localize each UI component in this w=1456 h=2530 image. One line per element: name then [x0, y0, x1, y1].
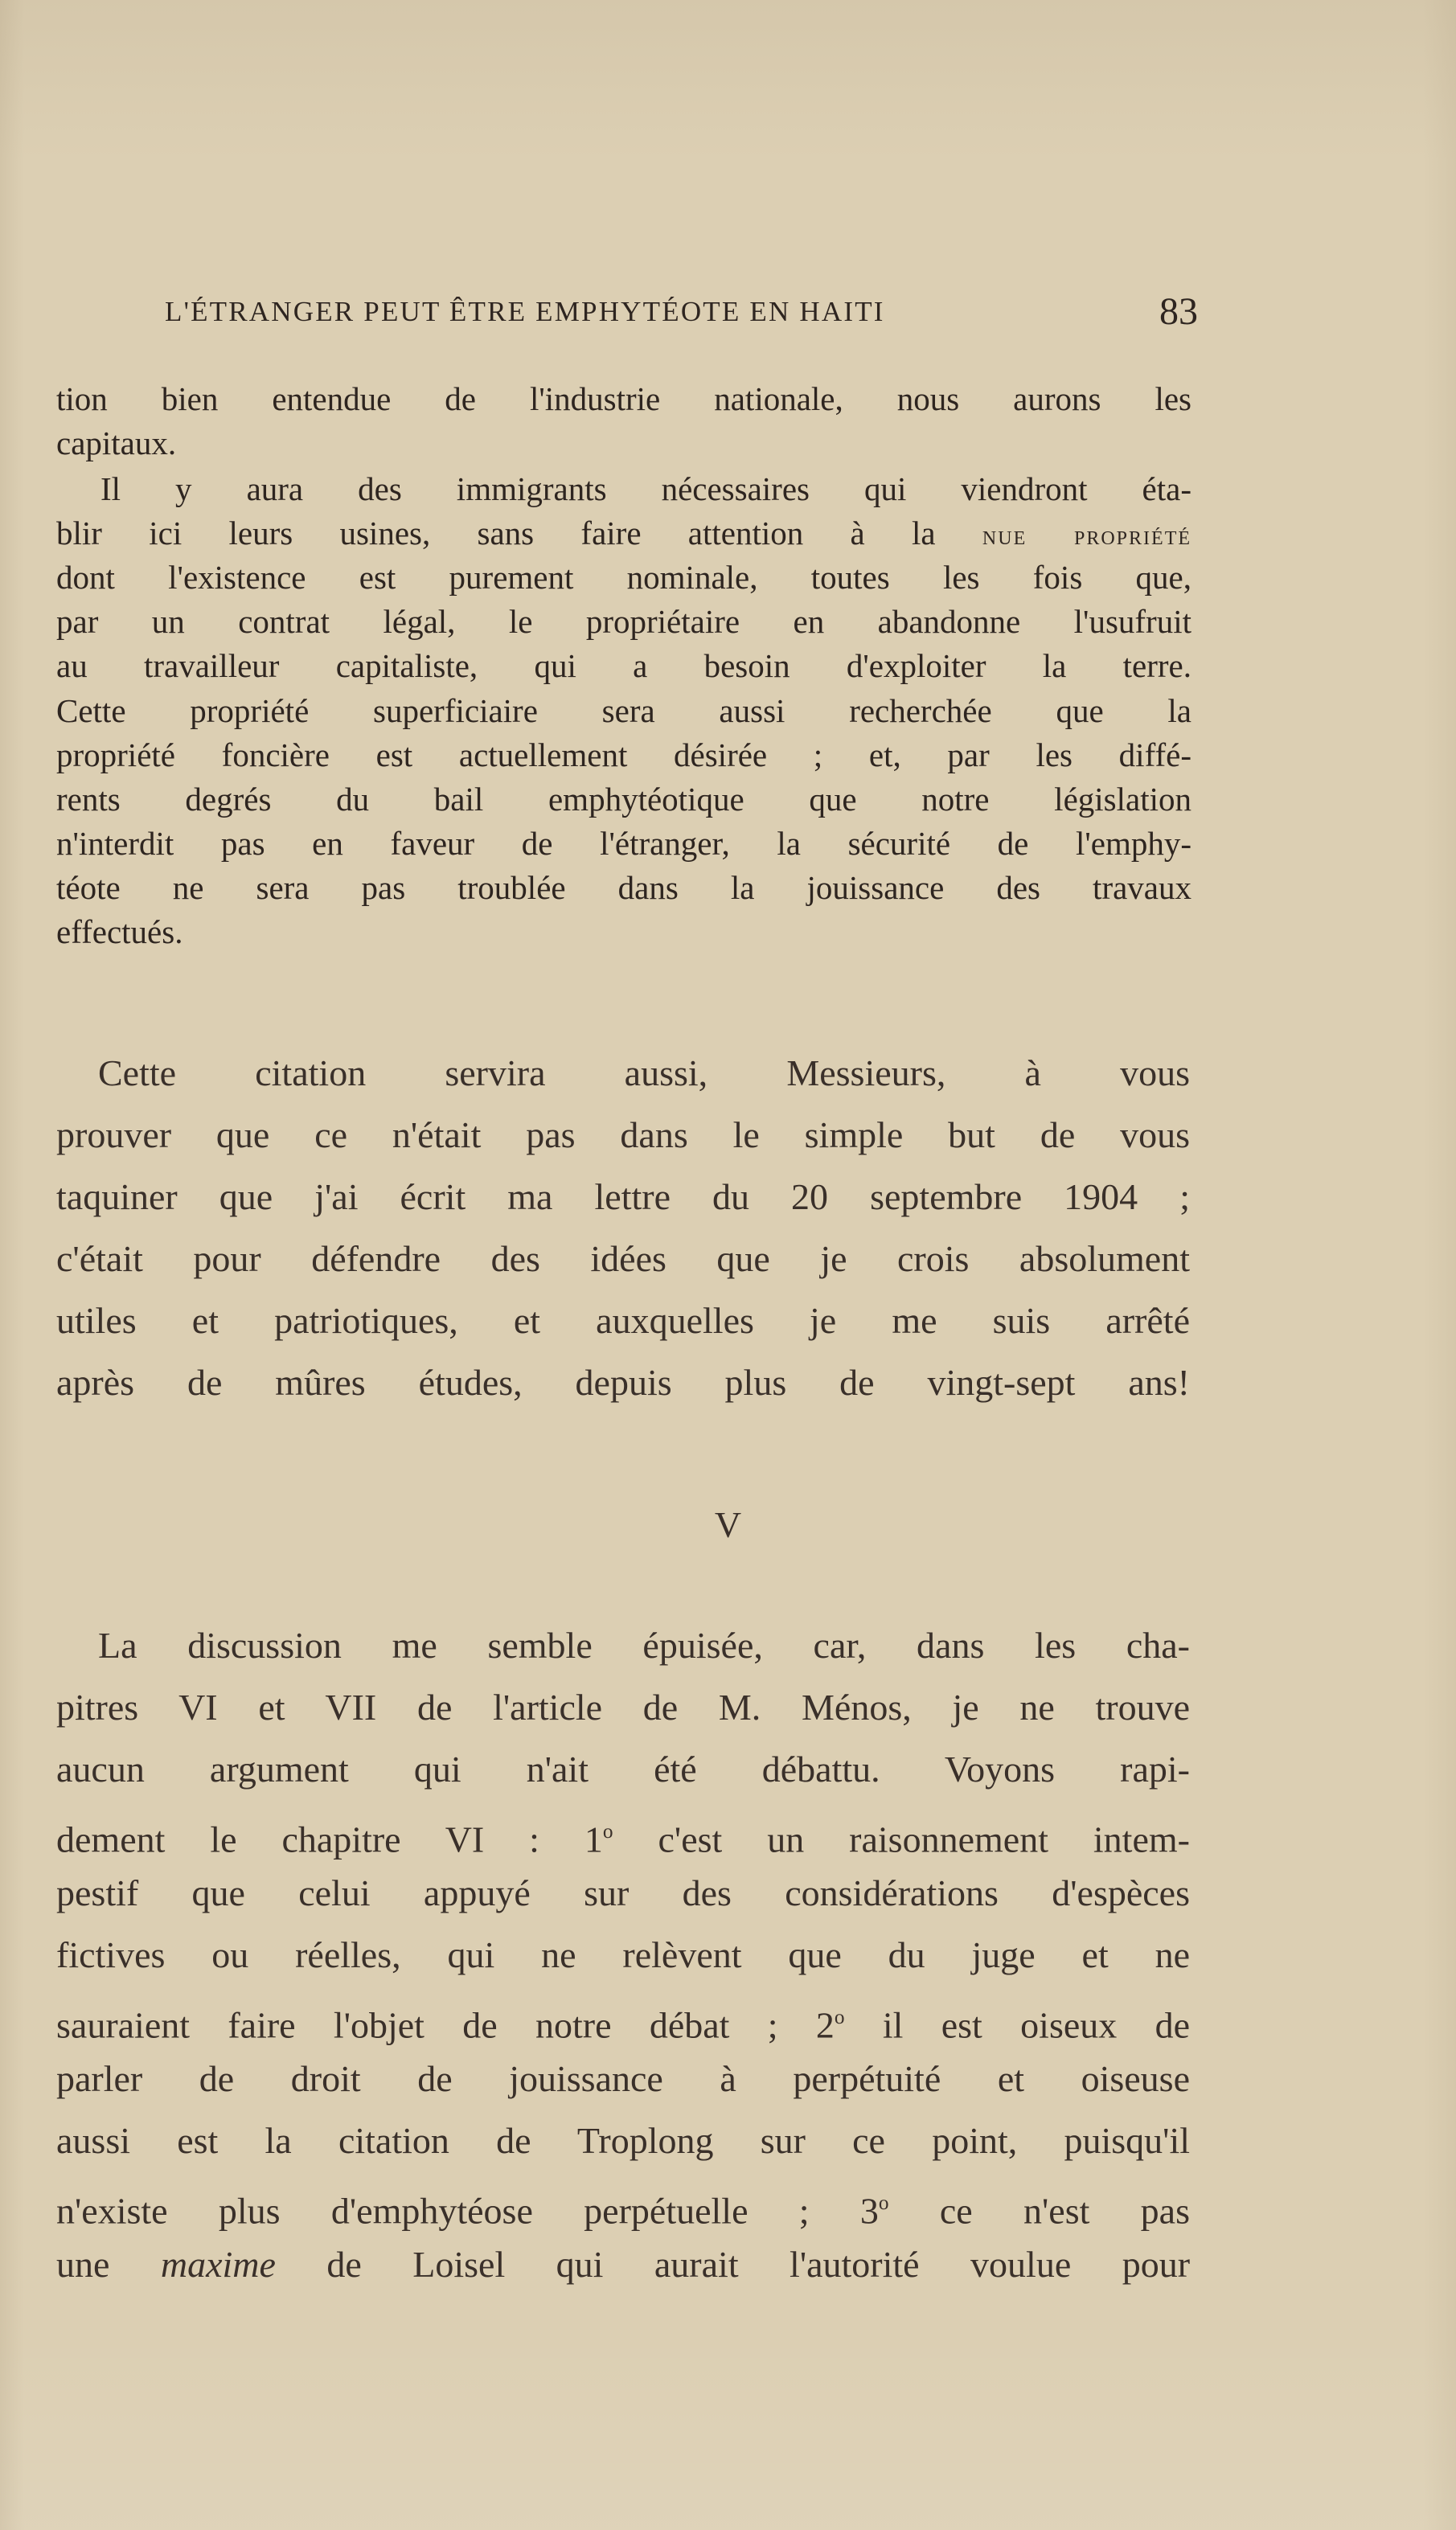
text-line: propriété foncière est actuellement désirée ; et, par les diffé- [56, 736, 1191, 773]
text-span: de Loisel qui aurait l'autorité voulue pour [275, 2244, 1191, 2285]
section-heading: V [714, 1504, 742, 1545]
text-line: parler de droit de jouissance à perpétuité et oiseuse [56, 2058, 1190, 2099]
text-line [56, 1989, 1190, 2045]
ordinal-superscript: o [602, 1820, 613, 1843]
text-span: blir ici leurs usines, sans faire attention à la [56, 515, 982, 552]
text-line: tion bien entendue de l'industrie nationale, nous aurons les [56, 380, 1191, 417]
text-line: Cette citation servira aussi, Messieurs, à vous [98, 1052, 1190, 1093]
ordinal-superscript: o [878, 2192, 889, 2214]
text-line: Il y aura des immigrants nécessaires qui viendront éta- [100, 470, 1191, 507]
text-line: La discussion me semble épuisée, car, dans les cha- [98, 1625, 1190, 1666]
text-line: pestif que celui appuyé sur des considérations d'espèces [56, 1872, 1190, 1913]
text-line: Cette propriété superficiaire sera aussi recherchée que la [56, 692, 1191, 729]
text-line: au travailleur capitaliste, qui a besoin d'exploiter la terre. [56, 647, 1191, 684]
text-line: téote ne sera pas troublée dans la jouissance des travaux [56, 869, 1191, 906]
running-title: L'ÉTRANGER PEUT ÊTRE EMPHYTÉOTE EN HAITI [165, 296, 885, 327]
text-span: une [56, 2244, 161, 2285]
text-line [56, 2237, 1190, 2293]
text-line: c'était pour défendre des idées que je crois absolument [56, 1238, 1190, 1279]
text-line: pitres VI et VII de l'article de M. Ménos, je ne trouve [56, 1687, 1190, 1728]
running-head [165, 289, 1198, 338]
text-span: ce n'est pas [888, 2190, 1190, 2232]
text-line: après de mûres études, depuis plus de vingt-sept ans! [56, 1362, 1190, 1403]
text-span: dement le chapitre VI : 1 [56, 1819, 603, 1860]
text-line: par un contrat légal, le propriétaire en abandonne l'usufruit [56, 603, 1191, 640]
text-line: dont l'existence est purement nominale, toutes les fois que, [56, 559, 1191, 596]
ordinal-superscript: o [834, 2006, 845, 2028]
text-line: prouver que ce n'était pas dans le simple but de vous [56, 1114, 1190, 1155]
text-line [56, 2175, 1190, 2231]
text-line: aussi est la citation de Troplong sur ce point, puisqu'il [56, 2120, 1190, 2161]
text-line: rents degrés du bail emphytéotique que notre législation [56, 781, 1191, 818]
text-line: n'interdit pas en faveur de l'étranger, la sécurité de l'emphy- [56, 825, 1191, 862]
text-span: sauraient faire l'objet de notre débat ; 2 [56, 2004, 835, 2046]
page-number: 83 [1159, 290, 1198, 333]
text-line: utiles et patriotiques, et auxquelles je me suis arrêté [56, 1300, 1190, 1341]
text-span: il est oiseux de [844, 2004, 1190, 2046]
text-line: fictives ou réelles, qui ne relèvent que du juge et ne [56, 1934, 1190, 1975]
text-line: taquiner que j'ai écrit ma lettre du 20 septembre 1904 ; [56, 1176, 1190, 1217]
text-span: n'existe plus d'emphytéose perpétuelle ; 3 [56, 2190, 879, 2232]
text-line [56, 512, 1191, 554]
text-line: effectués. [56, 913, 183, 950]
text-line: aucun argument qui n'ait été débattu. Voyons rapi- [56, 1749, 1190, 1790]
text-span: c'est un raisonnement intem- [613, 1819, 1190, 1860]
text-line: capitaux. [56, 424, 177, 461]
small-caps-term: nue propriété [982, 519, 1192, 551]
italic-term: maxime [160, 2244, 276, 2285]
text-line [56, 1803, 1190, 1860]
